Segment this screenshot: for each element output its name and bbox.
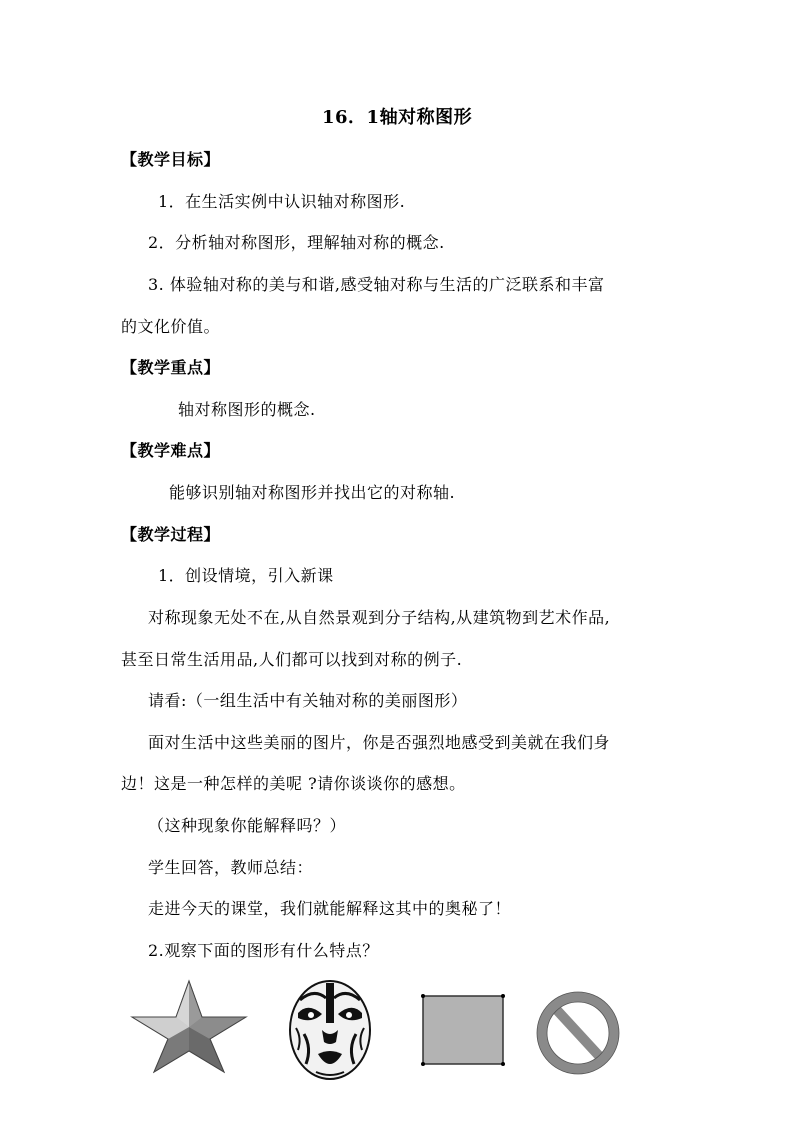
objective-item-3-cont: 的文化价值。 [121, 317, 221, 336]
difficulty-text: 能够识别轴对称图形并找出它的对称轴. [169, 483, 456, 502]
page-title: 16．1轴对称图形 [322, 107, 473, 128]
process-heading: 【教学过程】 [121, 525, 221, 544]
star-icon [130, 979, 248, 1074]
key-point-text: 轴对称图形的概念. [178, 400, 316, 419]
objective-item-1: 1．在生活实例中认识轴对称图形. [158, 192, 406, 211]
process-line-2: 对称现象无处不在,从自然景观到分子结构,从建筑物到艺术作品, [148, 608, 611, 627]
objective-item-2: 2．分析轴对称图形，理解轴对称的概念. [148, 233, 445, 252]
process-line-3: 甚至日常生活用品,人们都可以找到对称的例子. [121, 650, 463, 669]
opera-mask-icon [286, 978, 374, 1082]
prohibition-sign-icon [533, 990, 623, 1076]
process-line-10: 2.观察下面的图形有什么特点？ [148, 941, 379, 960]
process-line-4: 请看:（一组生活中有关轴对称的美丽图形） [148, 691, 468, 710]
objective-item-3: 3. 体验轴对称的美与和谐,感受轴对称与生活的广泛联系和丰富 [148, 275, 605, 294]
process-line-9: 走进今天的课堂，我们就能解释这其中的奥秘了！ [148, 899, 512, 918]
objectives-heading: 【教学目标】 [121, 150, 221, 169]
difficulty-heading: 【教学难点】 [121, 441, 221, 460]
square-icon [418, 992, 508, 1068]
process-line-8: 学生回答，教师总结： [148, 858, 314, 877]
process-line-1: 1．创设情境，引入新课 [158, 566, 334, 585]
process-line-7: （这种现象你能解释吗？） [148, 816, 347, 835]
process-line-6: 边！这是一种怎样的美呢 ?请你谈谈你的感想。 [121, 774, 466, 793]
key-point-heading: 【教学重点】 [121, 358, 221, 377]
process-line-5: 面对生活中这些美丽的图片，你是否强烈地感受到美就在我们身 [148, 733, 611, 752]
